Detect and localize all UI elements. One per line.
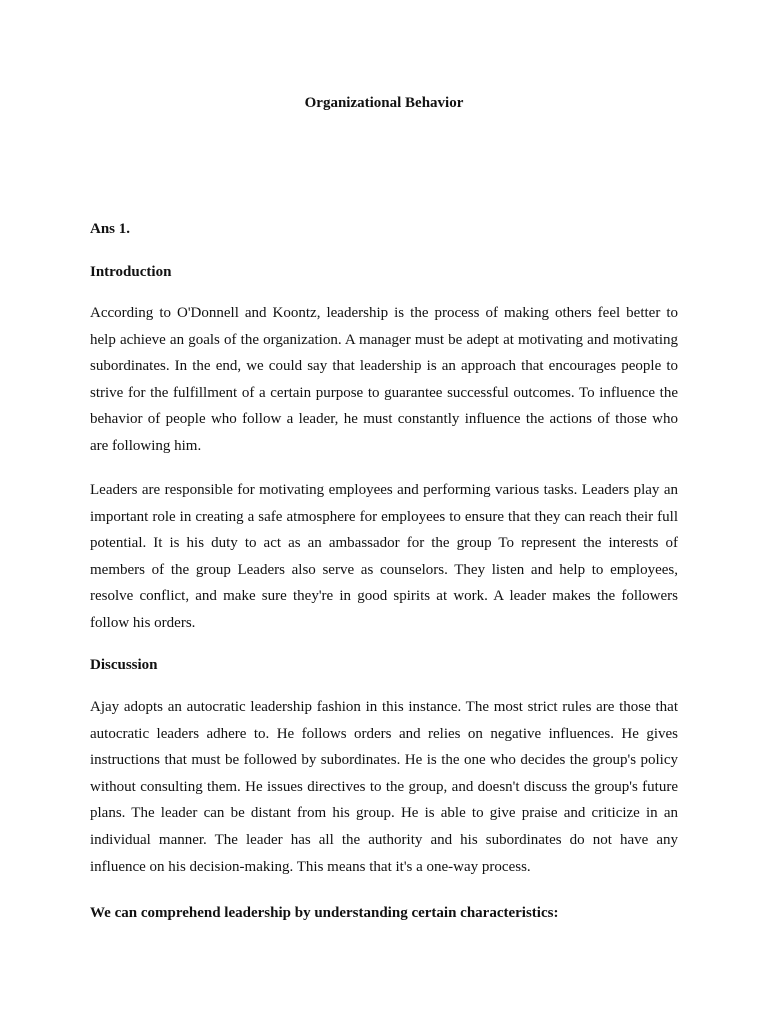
paragraph-line: autocratic leaders adhere to. He follows orders and relies on negative influences. He gives (90, 725, 678, 742)
characteristics-heading: We can comprehend leadership by understanding certain characteristics: (90, 905, 559, 921)
paragraph-line: Leaders are responsible for motivating employees and performing various tasks. Leaders play an (90, 482, 678, 498)
paragraph-line: behavior of people who follow a leader, he must constantly influence the actions of those who (90, 411, 678, 428)
discussion-paragraph-1 (90, 694, 678, 880)
introduction-heading: Introduction (90, 264, 172, 280)
paragraph-line: without consulting them. He issues directives to the group, and doesn't discuss the group's future (90, 778, 678, 795)
paragraph-line: According to O'Donnell and Koontz, leadership is the process of making others feel better to (90, 305, 678, 321)
discussion-heading: Discussion (90, 657, 158, 673)
paragraph-line: strive for the fulfillment of a certain purpose to guarantee successful outcomes. To influence the (90, 384, 678, 401)
paragraph-line: subordinates. In the end, we could say that leadership is an approach that encourages people to (90, 358, 678, 375)
paragraph-line: members of the group Leaders also serve as counselors. They listen and help to employees, (90, 561, 678, 578)
paragraph-line: plans. The leader can be distant from his group. He is able to give praise and criticize in an (90, 805, 678, 822)
paragraph-line: Ajay adopts an autocratic leadership fashion in this instance. The most strict rules are those that (90, 699, 678, 715)
paragraph-line: help achieve an goals of the organization. A manager must be adept at motivating and motivating (90, 331, 678, 348)
paragraph-line: individual manner. The leader has all the authority and his subordinates do not have any (90, 831, 678, 848)
document-title: Organizational Behavior (304, 95, 464, 111)
paragraph-line: instructions that must be followed by subordinates. He is the one who decides the group's policy (90, 752, 678, 769)
paragraph-line: potential. It is his duty to act as an ambassador for the group To represent the interests of (90, 535, 678, 552)
paragraph-line: are following him. (90, 437, 202, 454)
introduction-paragraph-2 (90, 477, 678, 637)
paragraph-line: influence on his decision-making. This means that it's a one-way process. (90, 858, 531, 875)
paragraph-line: resolve conflict, and make sure they're in good spirits at work. A leader makes the followers (90, 588, 678, 605)
paragraph-line: follow his orders. (90, 614, 196, 631)
paragraph-line: important role in creating a safe atmosphere for employees to ensure that they can reach their full (90, 508, 678, 525)
introduction-paragraph-1 (90, 300, 678, 460)
answer-label: Ans 1. (90, 221, 131, 237)
